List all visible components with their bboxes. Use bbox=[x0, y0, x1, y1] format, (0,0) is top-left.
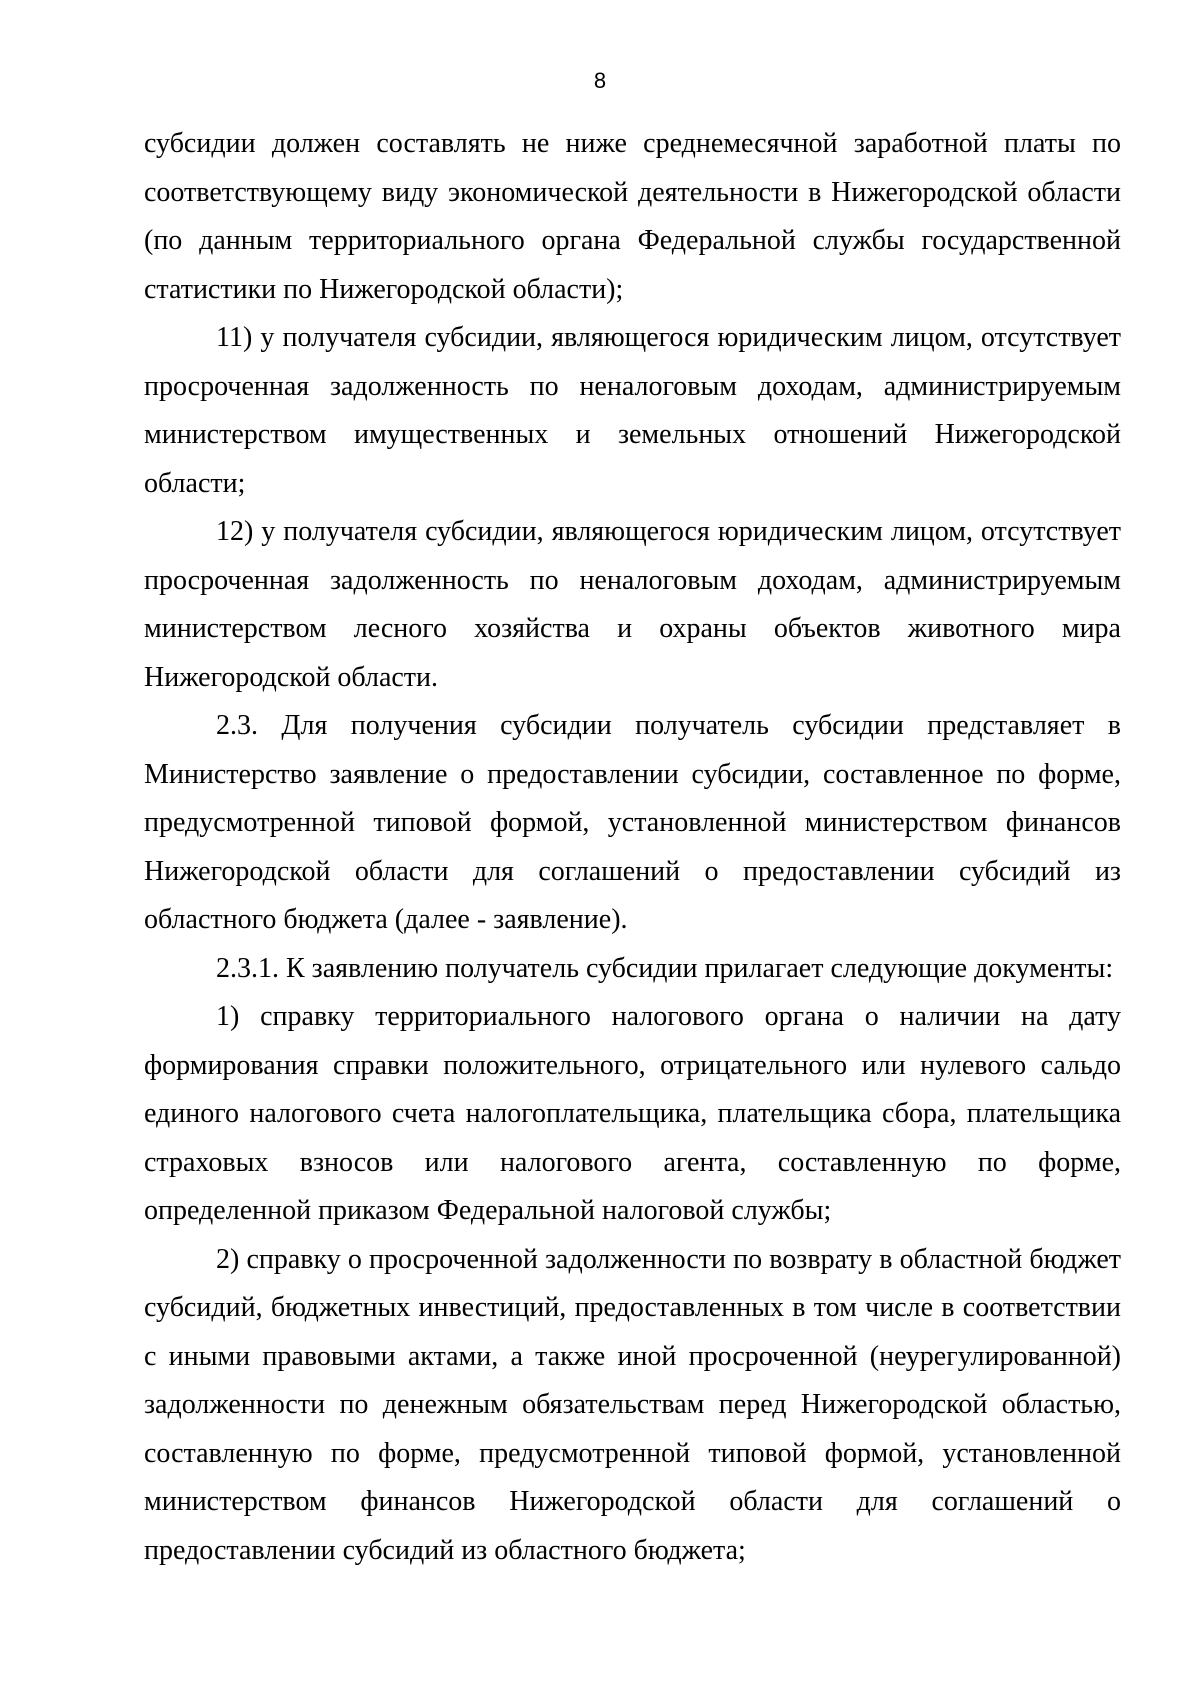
paragraph-doc-1: 1) справку территориального налогового органа о наличии на дату формирования справки положительного, отрицательного или нулевого сальдо единого налогового счета налогоплательщика, плательщика сбора, плательщика страховых взносов или налогового агента, составленную по форме, определенной приказом Федеральной налоговой службы; bbox=[144, 1001, 1121, 1226]
paragraph-item-12: 12) у получателя субсидии, являющегося юридическим лицом, отсутствует просроченная задолженность по неналоговым доходам, администрируемым министерством лесного хозяйства и охраны объектов животного мира Нижегородской области. bbox=[144, 516, 1121, 693]
paragraph-section-2-3-1: 2.3.1. К заявлению получатель субсидии прилагает следующие документы: bbox=[216, 952, 1114, 984]
document-body bbox=[144, 120, 1121, 1575]
paragraph-section-2-3: 2.3. Для получения субсидии получатель субсидии представляет в Министерство заявление о предоставлении субсидии, составленное по форме, предусмотренной типовой формой, установленной министерством финансов Нижегородской области для соглашений о предоставлении субсидий из областного бюджета (далее - заявление). bbox=[144, 710, 1121, 935]
page-number: 8 bbox=[593, 68, 607, 93]
paragraph-item-11: 11) у получателя субсидии, являющегося юридическим лицом, отсутствует просроченная задолженность по неналоговым доходам, администрируемым министерством имущественных и земельных отношений Нижегородской области; bbox=[144, 322, 1121, 499]
paragraph-doc-2: 2) справку о просроченной задолженности по возврату в областной бюджет субсидий, бюджетных инвестиций, предоставленных в том числе в соответствии с иными правовыми актами, а также иной просроченной (неурегулированной) задолженности по денежным обязательствам перед Нижегородской областью, составленную по форме, предусмотренной типовой формой, установленной министерством финансов Нижегородской области для соглашений о предоставлении субсидий из областного бюджета; bbox=[144, 1243, 1121, 1566]
paragraph-continuation: субсидии должен составлять не ниже среднемесячной заработной платы по соответствующему виду экономической деятельности в Нижегородской области (по данным территориального органа Федеральной службы государственной статистики по Нижегородской области); bbox=[144, 128, 1121, 305]
